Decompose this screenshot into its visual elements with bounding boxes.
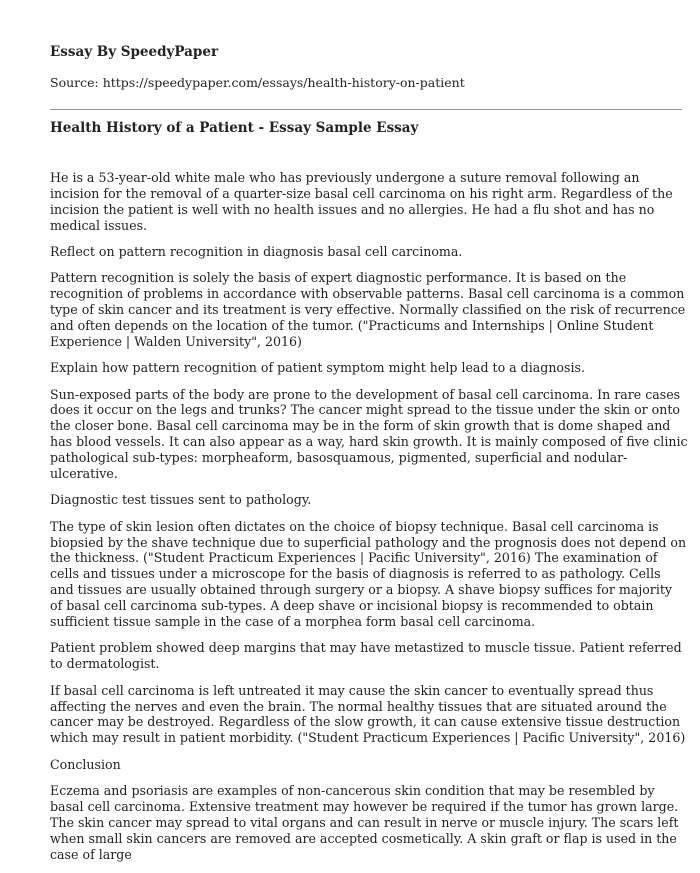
paragraph-patient-history: He is a 53-year-old white male who has previously undergone a suture removal following an incision for the removal of a quarter-size basal cell carcinoma on his right arm. Regardless of the incision the patient is well with no health issues and no allergies. He had a flu shot and has no medical issues. [50, 170, 673, 233]
document-page [50, 0, 688, 862]
paragraph-symptoms: Sun-exposed parts of the body are prone to the development of basal cell carcinoma. In rare cases does it occur on the legs and trunks? The cancer might spread to the tissue under the skin or onto the closer bone. Basal cell carcinoma may be in the form of skin growth that is dome shaped and has blood vessels. It can also appear as a way, hard skin growth. It is mainly composed of five clinic pathological sub-types: morpheaform, basosquamous, pigmented, superficial and nodular-ulcerative. [50, 386, 688, 482]
paragraph-patient-problem: Patient problem showed deep margins that may have metastized to muscle tissue. Patient referred to dermatologist. [50, 640, 682, 672]
paragraph-prompt-symptoms: Explain how pattern recognition of patient symptom might help lead to a diagnosis. [50, 360, 585, 376]
document-title: Health History of a Patient - Essay Sample Essay [50, 120, 419, 136]
paragraph-prompt-pathology: Diagnostic test tissues sent to pathology. [50, 492, 312, 508]
paragraph-conclusion-heading: Conclusion [50, 756, 121, 772]
source-line: Source: https://speedypaper.com/essays/health-history-on-patient [50, 75, 465, 90]
header-divider [50, 109, 682, 110]
paragraph-pattern-recognition: Pattern recognition is solely the basis of expert diagnostic performance. It is based on the recognition of problems in accordance with observable patterns. Basal cell carcinoma is a common type of skin cancer and its treatment is very effective. Normally classified on the risk of recurrence and often depends on the location of the tumor. ("Practicums and Internships | Online Student Experience | Walden University", 2016) [50, 270, 686, 349]
essay-body [50, 170, 688, 873]
site-title: Essay By SpeedyPaper [50, 44, 219, 60]
paragraph-prompt-pattern-recognition: Reflect on pattern recognition in diagnosis basal cell carcinoma. [50, 244, 463, 260]
paragraph-untreated-risks: If basal cell carcinoma is left untreated it may cause the skin cancer to eventually spread thus affecting the nerves and even the brain. The normal healthy tissues that are situated around the cancer may be destroyed. Regardless of the slow growth, it can cause extensive tissue destruction which may result in patient morbidity. ("Student Practicum Experiences | Pacific University", 2016) [50, 682, 686, 746]
paragraph-pathology: The type of skin lesion often dictates on the choice of biopsy technique. Basal cell carcinoma is biopsied by the shave technique due to superficial pathology and the prognosis does not depend on the thickness. ("Student Practicum Experiences | Pacific University", 2016) The examination of cells and tissues under a microscope for the basis of diagnosis is referred to as pathology. Cells and tissues are usually obtained through surgery or a biopsy. A shave biopsy suffices for majority of basal cell carcinoma sub-types. A deep shave or incisional biopsy is recommended to obtain sufficient tissue sample in the case of a morphea form basal cell carcinoma. [50, 518, 687, 630]
paragraph-conclusion: Eczema and psoriasis are examples of non-cancerous skin condition that may be resembled by basal cell carcinoma. Extensive treatment may however be required if the tumor has grown large. The skin cancer may spread to vital organs and can result in nerve or muscle injury. The scars left when small skin cancers are removed are accepted cosmetically. A skin graft or flap is used in the case of large [50, 782, 679, 862]
